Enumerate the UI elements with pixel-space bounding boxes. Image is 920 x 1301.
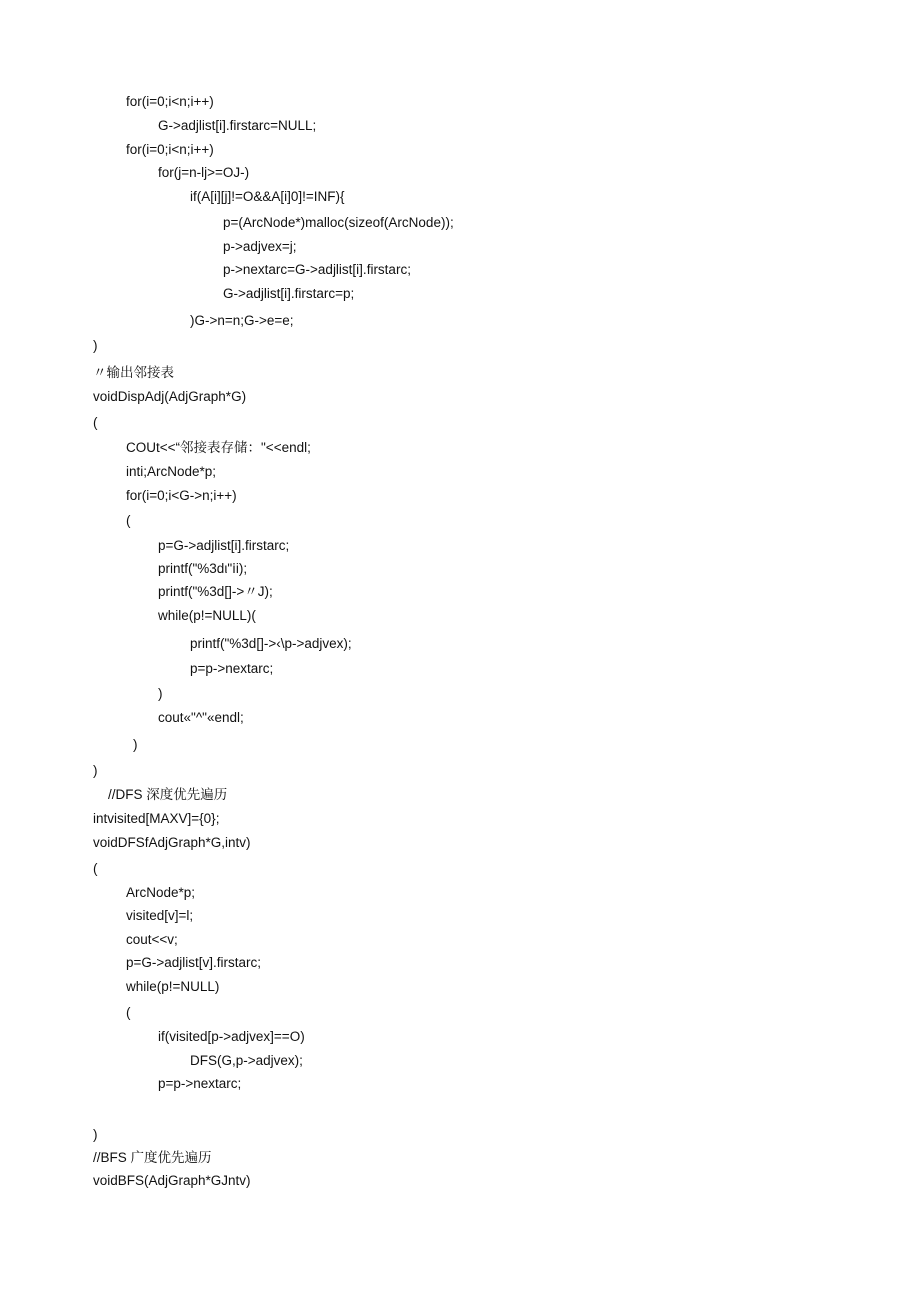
code-line: (: [93, 861, 98, 876]
code-comment: //BFS 广度优先遍历: [93, 1150, 212, 1165]
code-line: ): [133, 737, 138, 752]
code-line: while(p!=NULL)(: [158, 608, 256, 623]
code-line: voidDispAdj(AdjGraph*G): [93, 389, 247, 404]
code-line: p=(ArcNode*)malloc(sizeof(ArcNode));: [223, 215, 454, 230]
code-line: for(j=n-lj>=OJ-): [158, 165, 250, 180]
code-line: p->adjvex=j;: [223, 239, 297, 254]
code-line: while(p!=NULL): [126, 979, 220, 994]
code-line: (: [93, 415, 98, 430]
code-line: p=G->adjlist[v].firstarc;: [126, 955, 262, 970]
code-line: ): [158, 686, 163, 701]
code-line: if(A[i][j]!=O&&A[i]0]!=INF){: [190, 189, 345, 204]
code-line: if(visited[p->adjvex]==O): [158, 1029, 305, 1044]
code-line: cout«"^"«endl;: [158, 710, 244, 725]
code-line: cout<<v;: [126, 932, 178, 947]
code-line: ArcNode*p;: [126, 885, 196, 900]
code-line: (: [126, 1005, 131, 1020]
code-line: for(i=0;i<G->n;i++): [126, 488, 237, 503]
code-line: printf("%3d[]->‹\p->adjvex);: [190, 636, 352, 651]
code-line: p=p->nextarc;: [158, 1076, 242, 1091]
code-line: printf("%3dι"ⅰi);: [158, 561, 248, 576]
code-line: COUt<<“邻接表存储："<<endl;: [126, 440, 311, 455]
code-comment: 〃输出邻接表: [93, 365, 174, 380]
code-line: for(i=0;i<n;i++): [126, 94, 214, 109]
code-line: voidBFS(AdjGraph*GJntv): [93, 1173, 251, 1188]
code-line: DFS(G,p->adjvex);: [190, 1053, 303, 1068]
code-line: ): [93, 763, 98, 778]
code-line: printf("%3d[]->〃J);: [158, 584, 273, 599]
code-comment: //DFS 深度优先遍历: [108, 787, 228, 802]
code-line: p=G->adjlist[i].firstarc;: [158, 538, 290, 553]
code-line: G->adjlist[i].firstarc=NULL;: [158, 118, 317, 133]
code-line: ): [93, 338, 98, 353]
code-line: voidDFSfAdjGraph*G,intv): [93, 835, 251, 850]
code-line: inti;ArcNode*p;: [126, 464, 217, 479]
code-line: p=p->nextarc;: [190, 661, 274, 676]
code-line: for(i=0;i<n;i++): [126, 142, 214, 157]
code-line: visited[v]=l;: [126, 908, 194, 923]
code-line: G->adjlist[i].firstarc=p;: [223, 286, 355, 301]
code-line: p->nextarc=G->adjlist[i].firstarc;: [223, 262, 411, 277]
code-line: )G->n=n;G->e=e;: [190, 313, 294, 328]
code-line: ): [93, 1127, 98, 1142]
code-line: (: [126, 513, 131, 528]
code-line: intvisited[MAXV]={0};: [93, 811, 220, 826]
